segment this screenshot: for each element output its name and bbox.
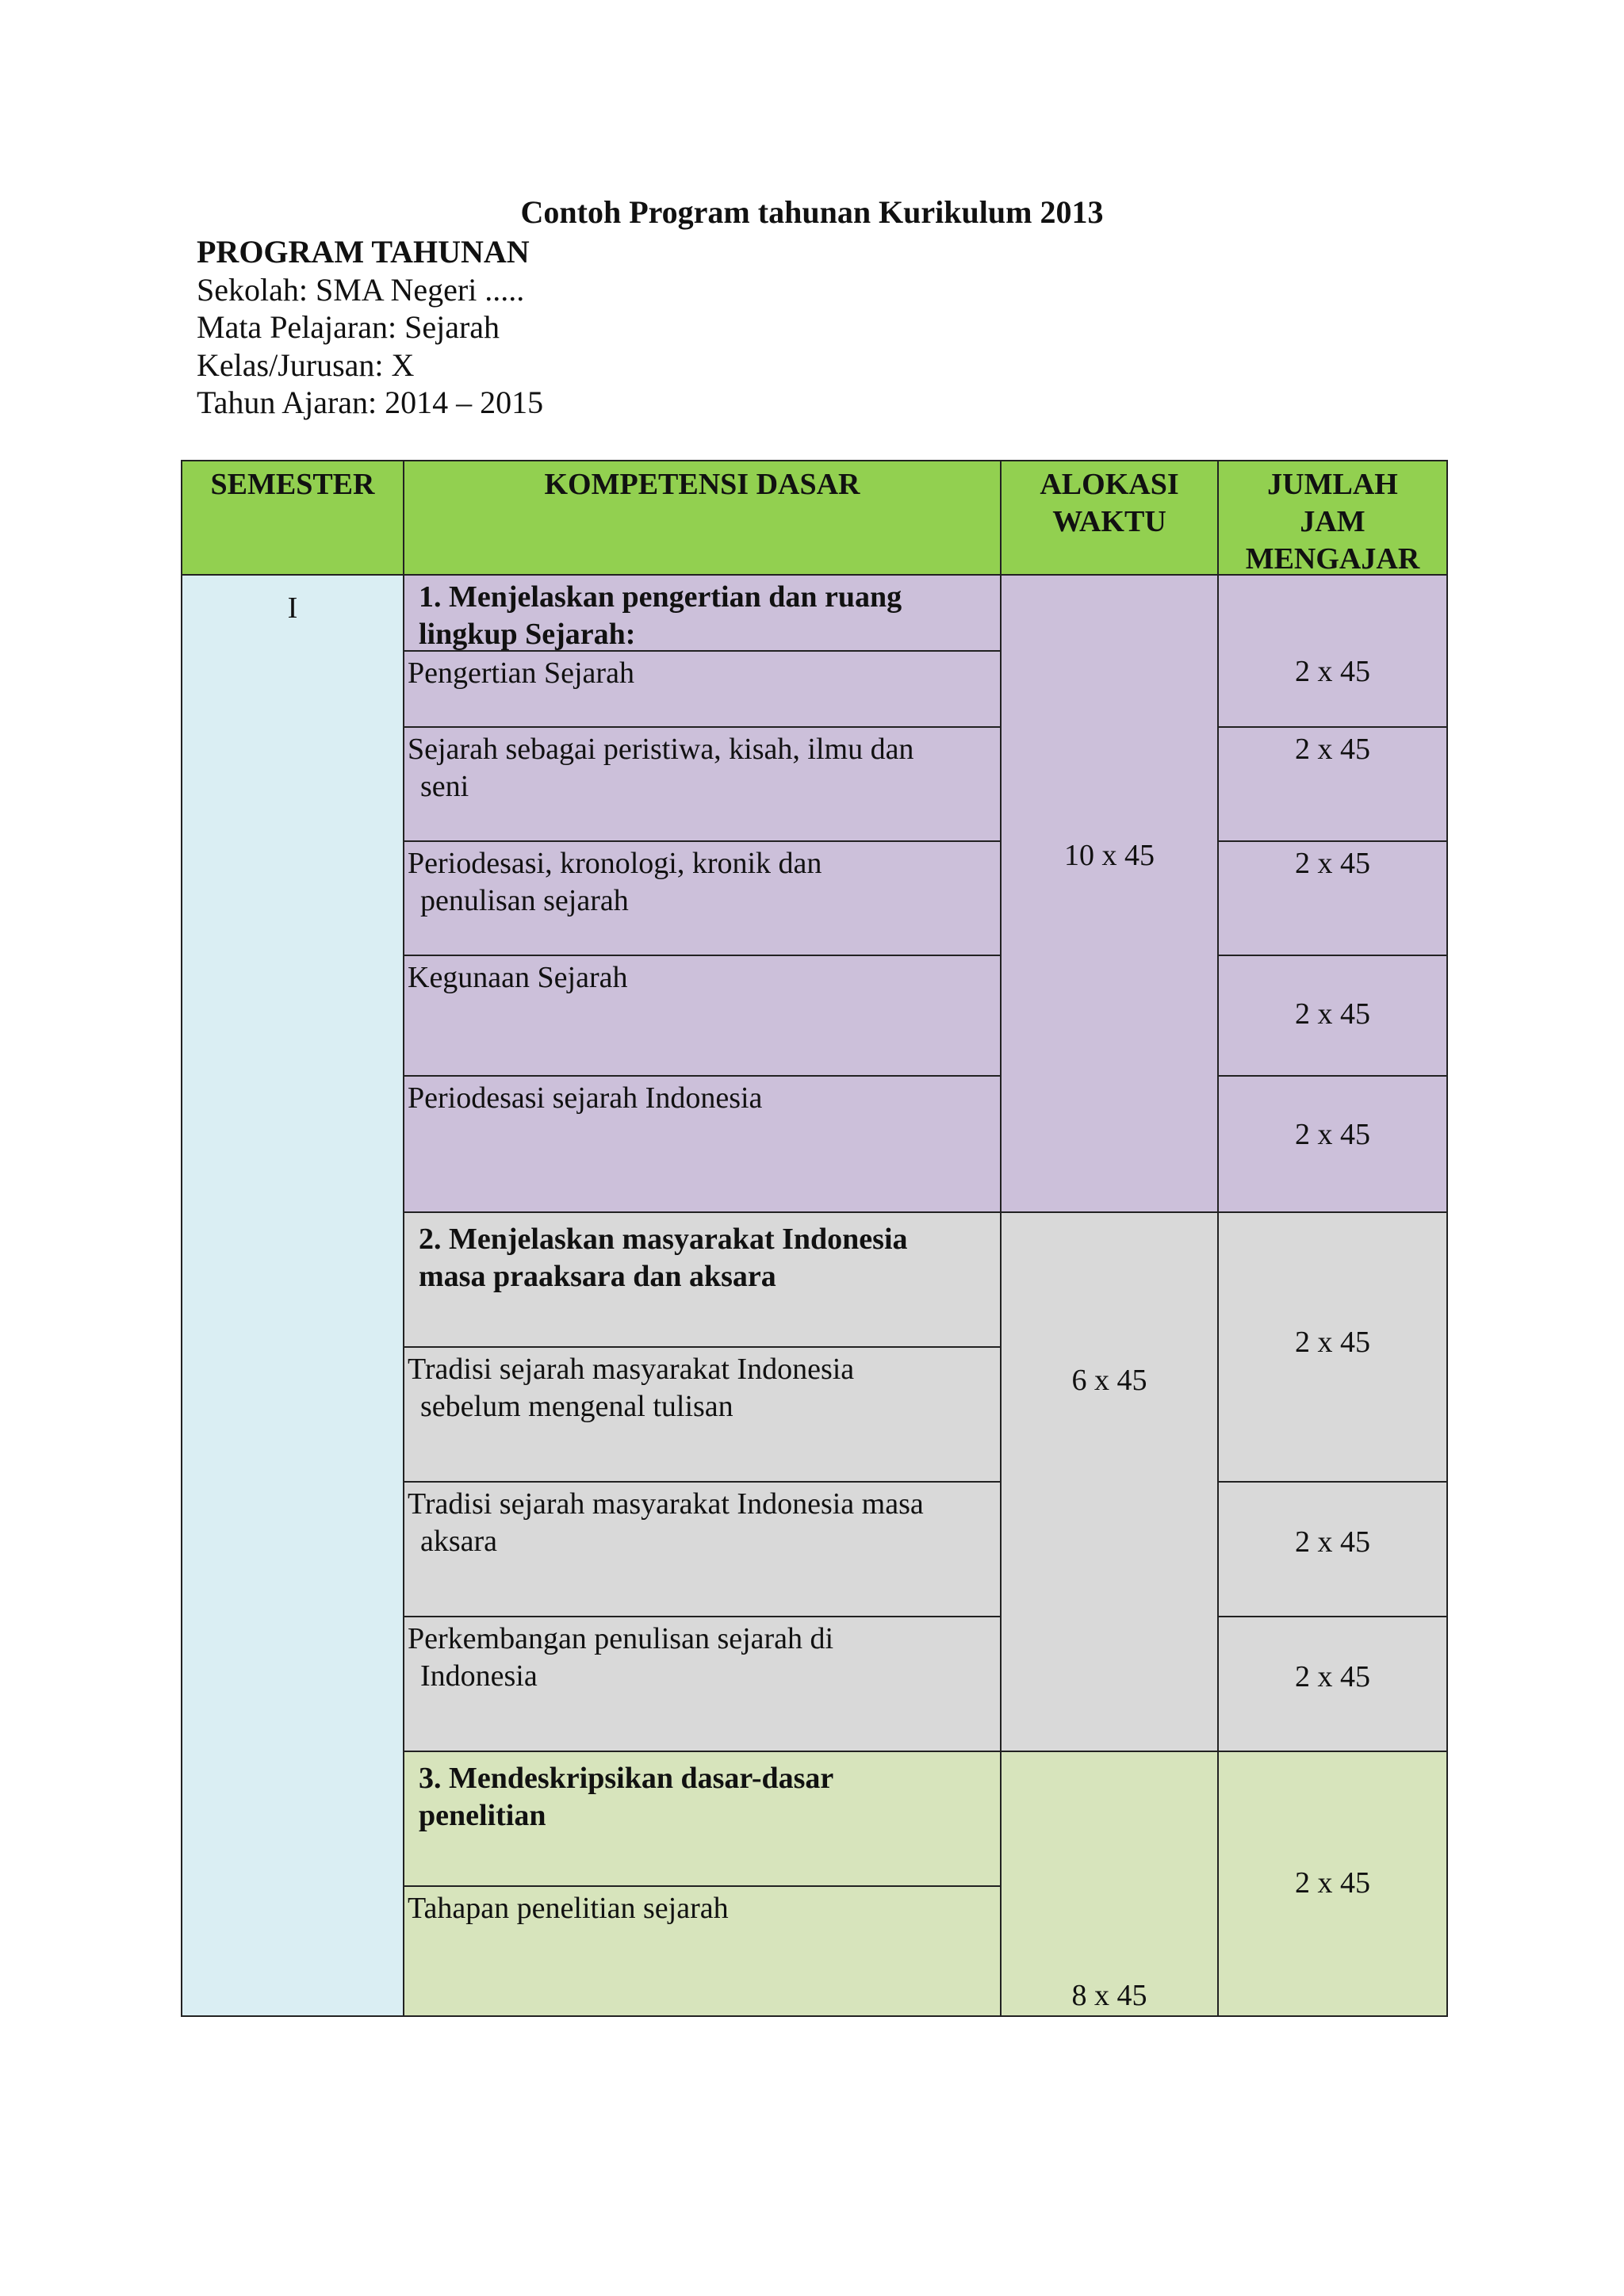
group2-jam1 [1217, 1211, 1448, 1483]
header-semester [181, 460, 404, 576]
group3-topic1-line1: Tahapan penelitian sejarah [408, 1892, 729, 1925]
info-subject: Mata Pelajaran: Sejarah [197, 309, 500, 345]
group1-title-line2: lingkup Sejarah: [419, 618, 636, 651]
group2-topic3-line1: Perkembangan penulisan sejarah di [408, 1622, 834, 1655]
group1-jam4-value: 2 x 45 [1295, 997, 1370, 1031]
group2-jam1-value: 2 x 45 [1295, 1326, 1370, 1359]
semester-value: I [287, 591, 298, 625]
group1-topic2-line1: Sejarah sebagai peristiwa, kisah, ilmu dan [408, 733, 914, 766]
group1-topic3-line1: Periodesasi, kronologi, kronik dan [408, 847, 822, 880]
group2-topic2-line1: Tradisi sejarah masyarakat Indonesia masa [408, 1487, 924, 1521]
group1-topic4 [403, 955, 1002, 1077]
group1-jam2 [1217, 726, 1448, 842]
header-semester-label: SEMESTER [210, 468, 375, 501]
group1-topic2-line2: seni [420, 770, 469, 803]
group1-topic1-line1: Pengertian Sejarah [408, 656, 634, 690]
group1-title [403, 574, 1002, 652]
group3-title [403, 1751, 1002, 1887]
group2-topic1 [403, 1346, 1002, 1483]
header-kompetensi [403, 460, 1002, 576]
header-jumlah-line3: MENGAJAR [1245, 542, 1420, 576]
group3-title-line2: penelitian [419, 1799, 546, 1832]
group1-jam3 [1217, 840, 1448, 956]
group1-topic4-line1: Kegunaan Sejarah [408, 961, 628, 994]
group2-jam2-value: 2 x 45 [1295, 1525, 1370, 1559]
group1-jam1-value: 2 x 45 [1295, 655, 1370, 688]
group1-topic5 [403, 1075, 1002, 1213]
group1-title-line1: 1. Menjelaskan pengertian dan ruang [419, 580, 902, 614]
group2-jam3 [1217, 1616, 1448, 1752]
group3-topic1 [403, 1885, 1002, 2017]
header-kompetensi-label: KOMPETENSI DASAR [544, 468, 860, 501]
group3-jam1 [1217, 1751, 1448, 2017]
group2-jam3-value: 2 x 45 [1295, 1660, 1370, 1693]
group3-alokasi-value: 8 x 45 [1071, 1979, 1147, 2012]
group2-topic1-line2: sebelum mengenal tulisan [420, 1390, 733, 1423]
group1-jam1 [1217, 574, 1448, 728]
group1-topic5-line1: Periodesasi sejarah Indonesia [408, 1081, 763, 1115]
group3-alokasi [1000, 1751, 1219, 2017]
group1-topic1 [403, 650, 1002, 728]
group2-title [403, 1211, 1002, 1348]
group2-alokasi [1000, 1211, 1219, 1752]
group1-jam4 [1217, 955, 1448, 1077]
group1-jam5-value: 2 x 45 [1295, 1118, 1370, 1151]
header-jumlah-line2: JAM [1300, 505, 1365, 538]
info-school: Sekolah: SMA Negeri ..... [197, 271, 525, 308]
group2-topic3 [403, 1616, 1002, 1752]
group1-topic2 [403, 726, 1002, 842]
group2-topic2-line2: aksara [420, 1525, 498, 1558]
header-alokasi-line1: ALOKASI [1040, 468, 1179, 501]
group2-title-line1: 2. Menjelaskan masyarakat Indonesia [419, 1223, 908, 1256]
group1-topic3 [403, 840, 1002, 956]
group3-jam1-value: 2 x 45 [1295, 1866, 1370, 1900]
group2-title-line2: masa praaksara dan aksara [419, 1260, 776, 1293]
group1-jam2-value: 2 x 45 [1295, 733, 1370, 766]
header-jumlah [1217, 460, 1448, 576]
group2-alokasi-value: 6 x 45 [1071, 1364, 1147, 1397]
info-year: Tahun Ajaran: 2014 – 2015 [197, 385, 544, 420]
header-jumlah-line1: JUMLAH [1267, 468, 1398, 501]
group2-jam2 [1217, 1481, 1448, 1617]
document-header [197, 233, 543, 422]
semester-cell [181, 574, 404, 2017]
program-heading: PROGRAM TAHUNAN [197, 234, 530, 270]
header-alokasi-line2: WAKTU [1052, 505, 1166, 538]
program-table [181, 460, 1448, 2017]
info-class: Kelas/Jurusan: X [197, 346, 415, 383]
group2-topic3-line2: Indonesia [420, 1659, 538, 1693]
group1-jam5 [1217, 1075, 1448, 1213]
group2-topic1-line1: Tradisi sejarah masyarakat Indonesia [408, 1353, 855, 1386]
group1-alokasi [1000, 574, 1219, 1213]
group1-jam3-value: 2 x 45 [1295, 847, 1370, 880]
document-title: Contoh Program tahunan Kurikulum 2013 [520, 194, 1104, 230]
group3-title-line1: 3. Mendeskripsikan dasar-dasar [419, 1762, 834, 1795]
header-alokasi [1000, 460, 1219, 576]
group1-topic3-line2: penulisan sejarah [420, 884, 629, 917]
group1-alokasi-value: 10 x 45 [1064, 839, 1155, 872]
group2-topic2 [403, 1481, 1002, 1617]
